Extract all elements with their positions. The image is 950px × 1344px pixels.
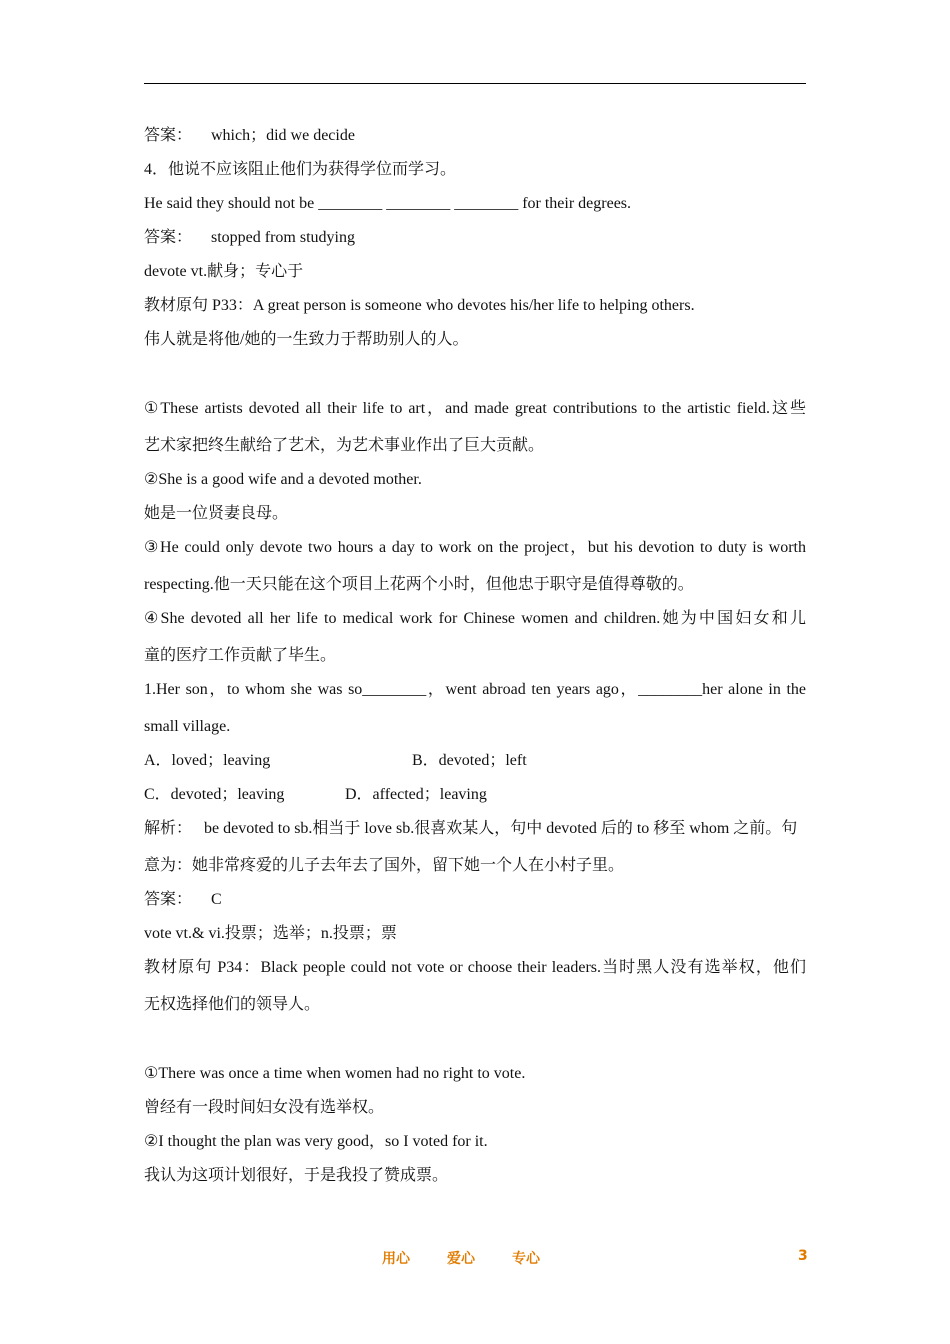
answer-text: stopped from studying	[211, 229, 355, 246]
example-3: ③He could only devote two hours a day to work on the project，but his devotion to duty is worth	[144, 539, 806, 556]
vocab-vote: vote vt.& vi.投票；选举；n.投票；票	[144, 925, 397, 942]
textbook-sentence: 教材原句 P33：A great person is someone who devotes his/her life to helping others.	[144, 297, 695, 314]
analysis-cont: 意为：她非常疼爱的儿子去年去了国外，留下她一个人在小村子里。	[144, 857, 625, 874]
option-b: B．devoted；left	[412, 752, 527, 769]
textbook-sentence-2: 教材原句 P34：Black people could not vote or choose their leaders.当时黑人没有选举权，他们	[144, 959, 806, 976]
document-body	[144, 124, 806, 1198]
vocab-devote: devote vt.献身；专心于	[144, 263, 304, 280]
option-a: A．loved；leaving	[144, 752, 271, 769]
answer-text: which；did we decide	[211, 127, 355, 144]
analysis-line	[144, 817, 806, 854]
example-4-cont: 童的医疗工作贡献了毕生。	[144, 647, 337, 664]
textbook-sentence-2-cont: 无权选择他们的领导人。	[144, 996, 321, 1013]
answer-line	[144, 226, 806, 260]
vote-example-2-translation: 我认为这项计划很好，于是我投了赞成票。	[144, 1167, 449, 1184]
answer-label: 答案：	[144, 891, 193, 908]
vote-example-1: ①There was once a time when women had no right to vote.	[144, 1065, 526, 1082]
options-row-1	[144, 749, 806, 783]
options-row-2	[144, 783, 806, 817]
header-rule	[144, 83, 806, 84]
analysis-label: 解析：	[144, 820, 193, 837]
vote-example-1-translation: 曾经有一段时间妇女没有选举权。	[144, 1099, 385, 1116]
page-number: 3	[798, 1248, 808, 1264]
example-3-cont: respecting.他一天只能在这个项目上花两个小时，但他忠于职守是值得尊敬的。	[144, 576, 694, 593]
analysis-text: be devoted to sb.相当于 love sb.很喜欢某人，句中 devoted 后的 to 移至 whom 之前。句	[204, 820, 798, 837]
example-2-translation: 她是一位贤妻良母。	[144, 505, 289, 522]
page-footer	[0, 1248, 950, 1268]
example-4: ④She devoted all her life to medical work for Chinese women and children.她为中国妇女和儿	[144, 610, 806, 627]
exercise-1-cont: small village.	[144, 718, 231, 735]
footer-word-1: 用心	[382, 1251, 410, 1267]
question-4: 4．他说不应该阻止他们为获得学位而学习。	[144, 161, 457, 178]
option-c: C．devoted；leaving	[144, 786, 285, 803]
answer-line	[144, 888, 806, 922]
example-1: ①These artists devoted all their life to art，and made great contributions to the artistic field.这些	[144, 400, 806, 417]
option-d: D．affected；leaving	[345, 786, 487, 803]
vote-example-2: ②I thought the plan was very good，so I voted for it.	[144, 1133, 488, 1150]
answer-line	[144, 124, 806, 158]
example-2: ②She is a good wife and a devoted mother.	[144, 471, 422, 488]
exercise-1: 1.Her son，to whom she was so________，went abroad ten years ago，________her alone in the	[144, 681, 807, 698]
textbook-translation: 伟人就是将他/她的一生致力于帮助别人的人。	[144, 331, 469, 348]
question-4-sentence: He said they should not be ________ ________ ________ for their degrees.	[144, 195, 632, 212]
answer-text: C	[211, 891, 222, 908]
footer-word-2: 爱心	[447, 1251, 475, 1267]
answer-label: 答案：	[144, 127, 193, 144]
answer-label: 答案：	[144, 229, 193, 246]
footer-word-3: 专心	[512, 1251, 540, 1267]
example-1-cont: 艺术家把终生献给了艺术，为艺术事业作出了巨大贡献。	[144, 437, 545, 454]
